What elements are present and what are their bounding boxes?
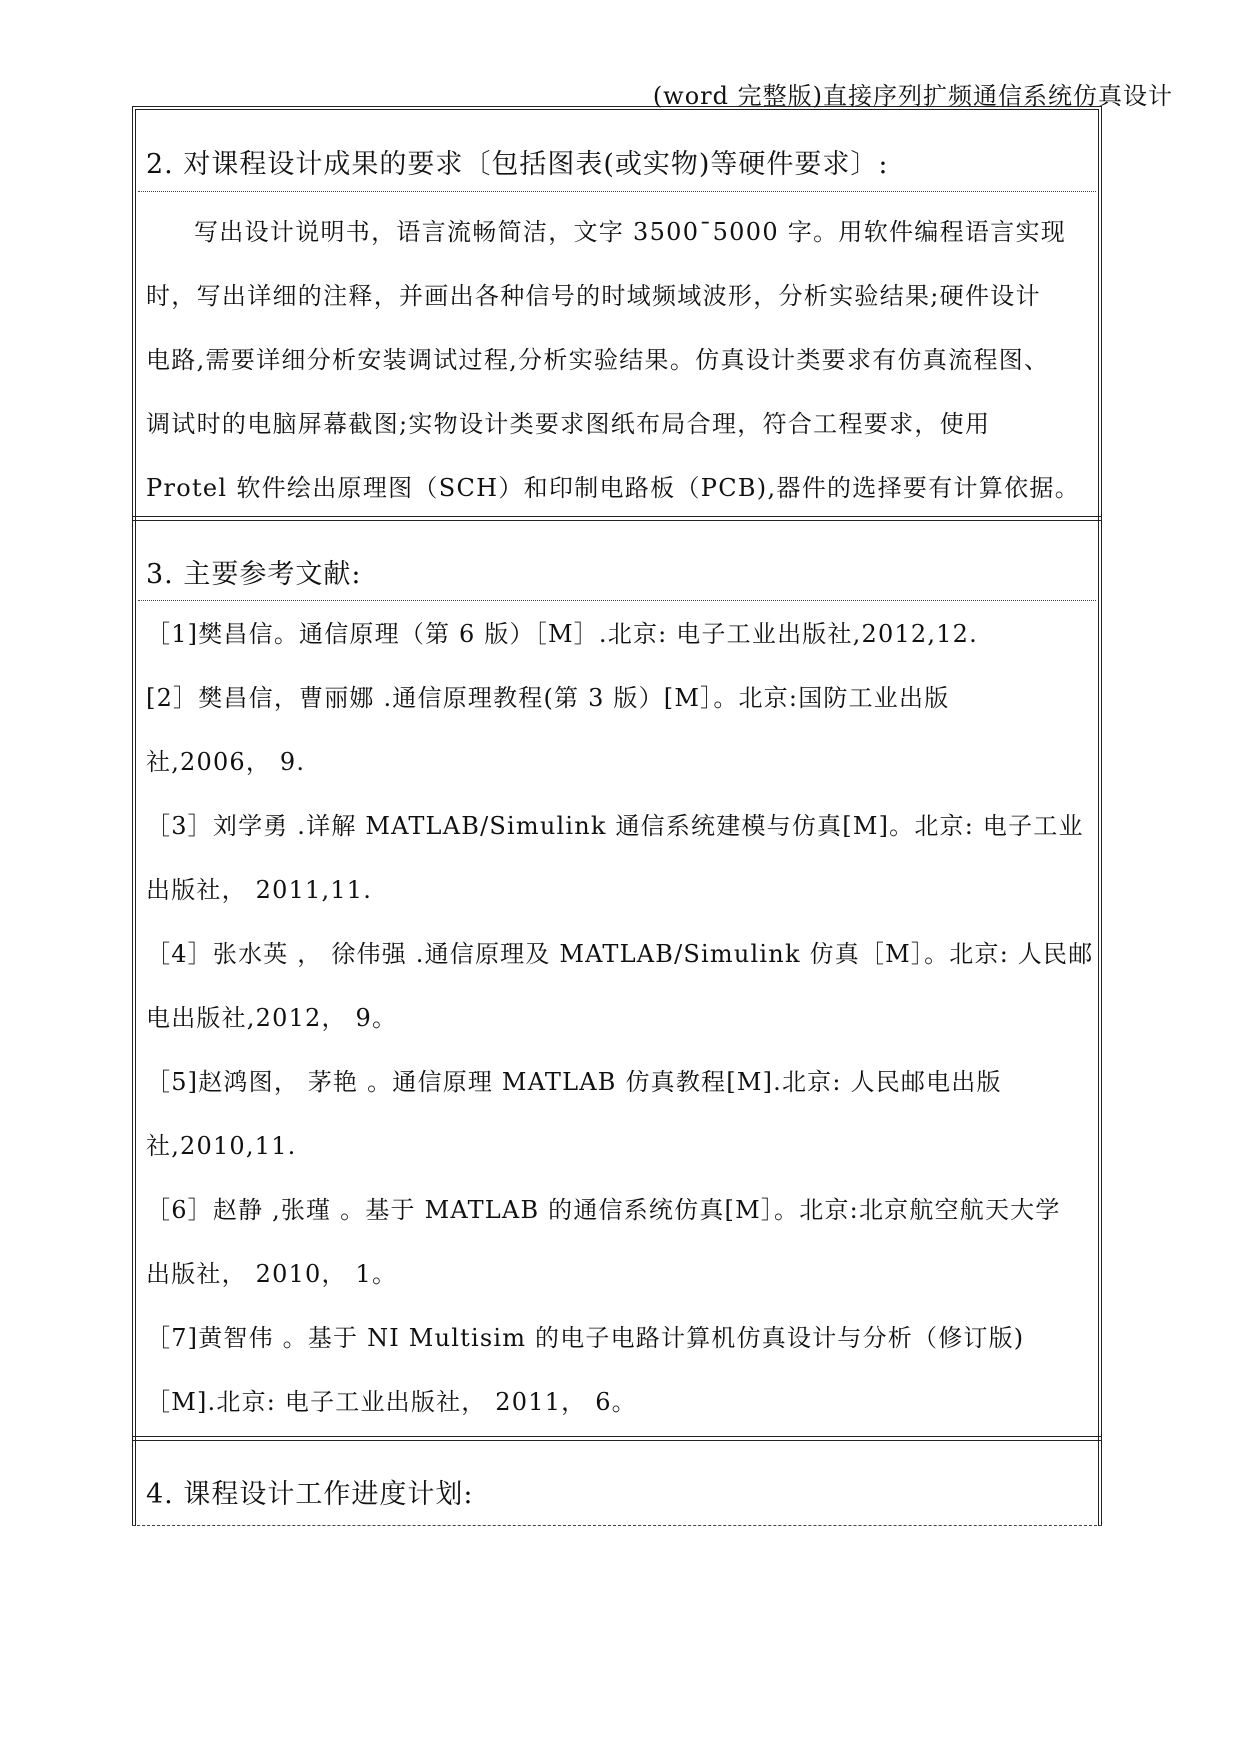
reference-5-line-2: 社,2010,11. bbox=[146, 1132, 297, 1160]
running-header: (word 完整版)直接序列扩频通信系统仿真设计 bbox=[652, 82, 1173, 110]
reference-1-line-1: ［1]樊昌信。通信原理（第 6 版）［M］.北京: 电子工业出版社,2012,12. bbox=[146, 620, 978, 648]
reference-6-line-1: ［6］赵静 ,张瑾 。基于 MATLAB 的通信系统仿真[M］。北京:北京航空航天大学 bbox=[146, 1196, 1061, 1224]
section-2-line-1: 写出设计说明书，语言流畅简洁，文字 3500¯5000 字。用软件编程语言实现 bbox=[194, 218, 1067, 246]
reference-2-line-2: 社,2006， 9. bbox=[146, 748, 306, 776]
section-2-line-5: Protel 软件绘出原理图（SCH）和印制电路板（PCB),器件的选择要有计算依据。 bbox=[146, 474, 1080, 502]
reference-4-line-2: 电出版社,2012， 9。 bbox=[146, 1004, 398, 1032]
reference-3-line-1: ［3］刘学勇 .详解 MATLAB/Simulink 通信系统建模与仿真[M]。北京: 电子工业 bbox=[146, 812, 1084, 840]
reference-5-line-1: ［5]赵鸿图， 茅艳 。通信原理 MATLAB 仿真教程[M].北京: 人民邮电出版 bbox=[146, 1068, 1002, 1096]
row-separator-2 bbox=[132, 1436, 1102, 1441]
section-3-divider bbox=[138, 600, 1096, 601]
reference-3-line-2: 出版社， 2011,11. bbox=[146, 876, 373, 904]
reference-6-line-2: 出版社， 2010， 1。 bbox=[146, 1260, 398, 1288]
table-bottom-dashed-line bbox=[132, 1525, 1102, 1526]
reference-4-line-1: ［4］张水英 ， 徐伟强 .通信原理及 MATLAB/Simulink 仿真［M］。北京: 人民邮 bbox=[146, 940, 1094, 968]
section-3-title: 3. 主要参考文献: bbox=[146, 559, 362, 590]
section-4-title: 4. 课程设计工作进度计划: bbox=[146, 1479, 474, 1510]
section-2-title: 2. 对课程设计成果的要求〔包括图表(或实物)等硬件要求〕: bbox=[146, 149, 889, 180]
reference-7-line-1: ［7]黄智伟 。基于 NI Multisim 的电子电路计算机仿真设计与分析（修订版) bbox=[146, 1324, 1025, 1352]
section-2-divider bbox=[138, 191, 1096, 192]
section-2-line-2: 时，写出详细的注释，并画出各种信号的时域频域波形，分析实验结果;硬件设计 bbox=[146, 282, 1041, 310]
form-table bbox=[132, 106, 1102, 1526]
reference-2-line-1: [2］樊昌信，曹丽娜 .通信原理教程(第 3 版）[M］。北京:国防工业出版 bbox=[146, 684, 950, 712]
reference-7-line-2: ［M].北京: 电子工业出版社， 2011， 6。 bbox=[146, 1388, 637, 1416]
section-2-line-3: 电路,需要详细分析安装调试过程,分析实验结果。仿真设计类要求有仿真流程图、 bbox=[146, 346, 1050, 374]
section-2-line-4: 调试时的电脑屏幕截图;实物设计类要求图纸布局合理，符合工程要求，使用 bbox=[146, 410, 991, 438]
row-separator-1 bbox=[132, 516, 1102, 521]
